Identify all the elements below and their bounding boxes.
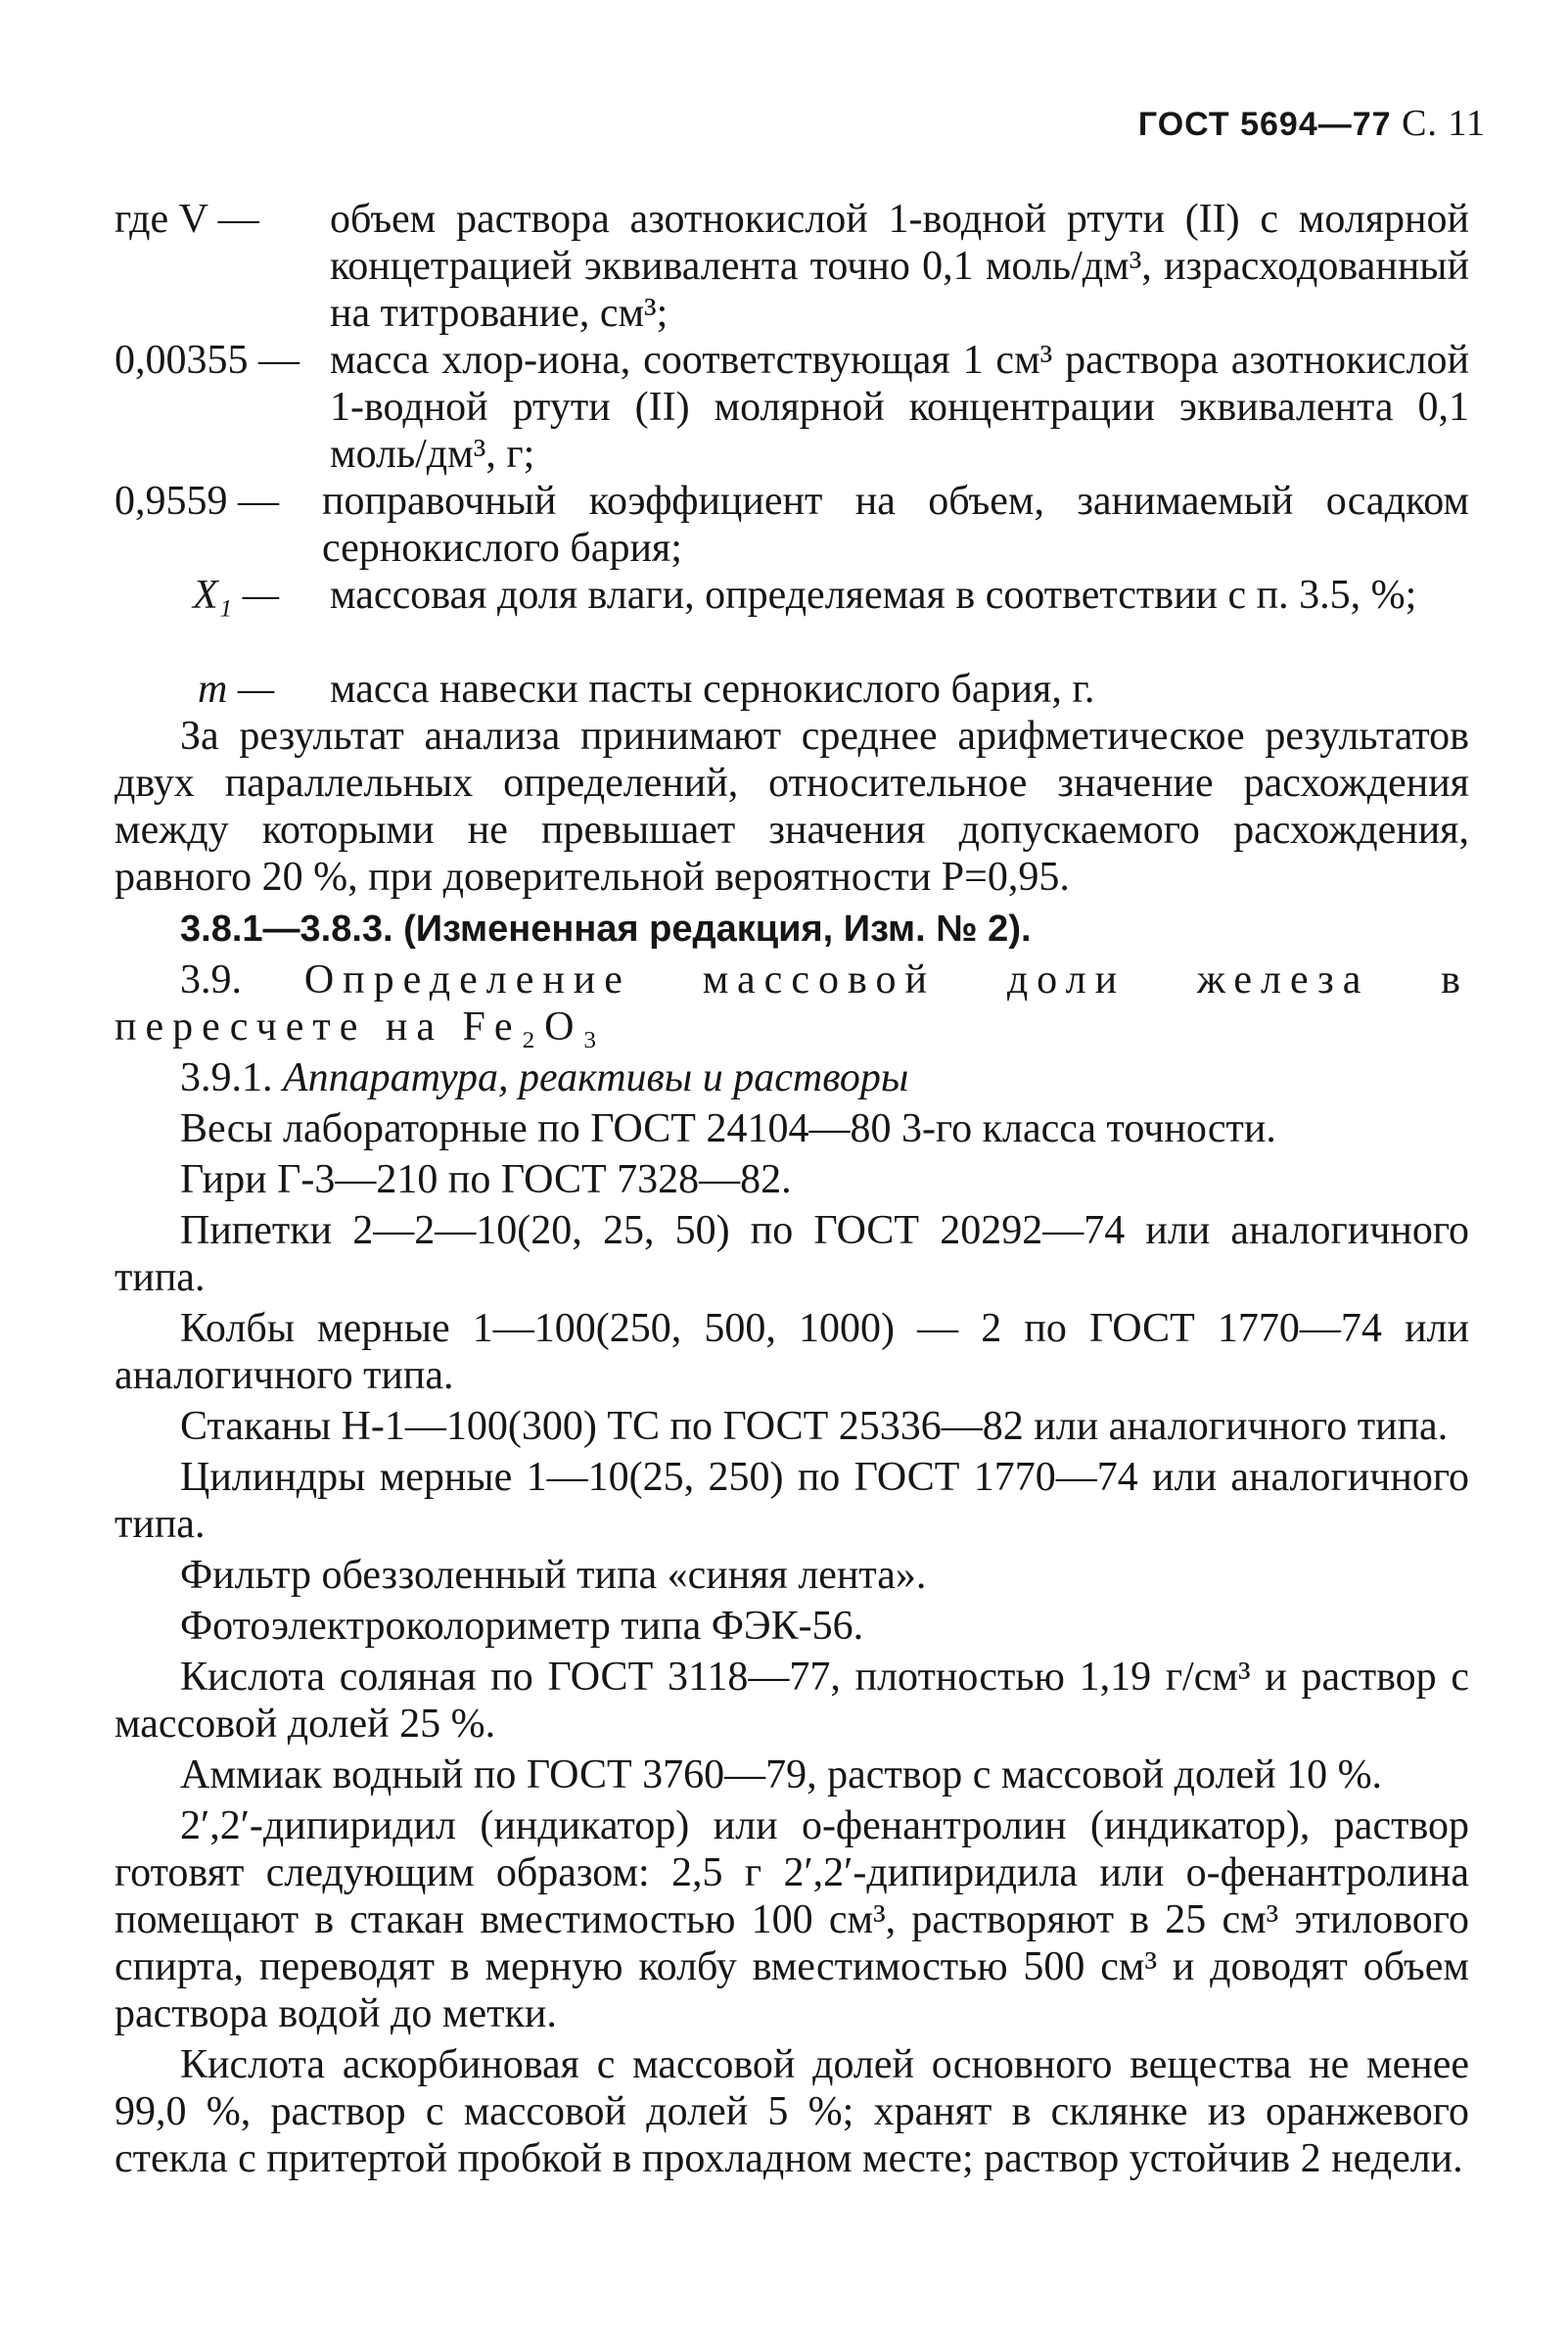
list-item: Кислота соляная по ГОСТ 3118—77, плотностью 1,19 г/см³ и раствор с массовой долей 25 %. xyxy=(115,1655,1469,1747)
subsection-title: Аппаратура, реактивы и растворы xyxy=(283,1055,909,1100)
main-text xyxy=(115,713,1469,2182)
definition-text: поправочный коэффициент на объем, занимаемый осадком сернокислого бария; xyxy=(322,479,1469,571)
page-header xyxy=(1138,102,1486,145)
definition-text: масса навески пасты сернокислого бария, г. xyxy=(330,667,1095,712)
list-item: Колбы мерные 1—100(250, 500, 1000) — 2 по ГОСТ 1770—74 или аналогичного типа. xyxy=(115,1306,1469,1398)
list-item: Цилиндры мерные 1—10(25, 250) по ГОСТ 1770—74 или аналогичного типа. xyxy=(115,1455,1469,1547)
section-title: Определение массовой доли железа в пересчете на Fe₂O₃ xyxy=(115,957,1470,1050)
list-item: Аммиак водный по ГОСТ 3760—79, раствор с массовой долей 10 %. xyxy=(180,1752,1383,1797)
definition-term: где V — xyxy=(115,197,259,242)
definition-text: масса хлор-иона, соответствующая 1 см³ раствора азотнокислой 1-водной ртути (II) молярной концентрации эквивалента 0,1 моль/дм³, г; xyxy=(330,338,1469,477)
amendment-note: 3.8.1—3.8.3. (Измененная редакция, Изм. № 2). xyxy=(180,909,1032,950)
list-item: Стаканы Н-1—100(300) ТС по ГОСТ 25336—82 или аналогичного типа. xyxy=(180,1404,1449,1449)
list-item: Фотоэлектроколориметр типа ФЭК-56. xyxy=(180,1604,864,1649)
subsection-heading: 3.9.1. Аппаратура, реактивы и растворы xyxy=(180,1055,909,1100)
list-item: Пипетки 2—2—10(20, 25, 50) по ГОСТ 20292—74 или аналогичного типа. xyxy=(115,1208,1469,1300)
definition-text: объем раствора азотнокислой 1-водной ртути (II) с молярной концетрацией эквивалента точно 0,1 моль/дм³, израсходованный на титрование, см³; xyxy=(330,197,1469,336)
list-item: Весы лабораторные по ГОСТ 24104—80 3-го класса точности. xyxy=(180,1106,1276,1151)
definition-term: m — xyxy=(198,667,275,712)
list-item: Кислота аскорбиновая с массовой долей основного вещества не менее 99,0 %, раствор с массовой долей 5 %; хранят в склянке из оранжевого стекла с притертой пробкой в прохладном месте; раствор устойчив 2 недели. xyxy=(115,2042,1469,2181)
standard-number: ГОСТ 5694—77 xyxy=(1137,106,1392,143)
definition-term: 0,00355 — xyxy=(115,338,300,383)
result-paragraph: За результат анализа принимают среднее арифметическое результатов двух параллельных определений, относительное значение расхождения между которыми не превышает значения допускаемого расхождения, равного 20 %, при доверительной вероятности P=0,95. xyxy=(115,714,1469,900)
definition-term: 0,9559 — xyxy=(115,479,279,524)
definition-text: массовая доля влаги, определяемая в соответствии с п. 3.5, %; xyxy=(330,573,1417,618)
list-item: Гири Г-3—210 по ГОСТ 7328—82. xyxy=(180,1157,792,1202)
list-item: 2′,2′-дипиридил (индикатор) или о-фенантролин (индикатор), раствор готовят следующим образом: 2,5 г 2′,2′-дипиридила или о-фенантролина помещают в стакан вместимостью 100 см³, растворяют в 25 см³ этилового спирта, переводят в мерную колбу вместимостью 500 см³ и доводят объем раствора водой до метки. xyxy=(115,1803,1469,2036)
list-item: Фильтр обеззоленный типа «синяя лента». xyxy=(180,1553,927,1598)
definition-term: X₁ — xyxy=(193,573,280,618)
section-heading: 3.9. Определение массовой доли железа в пересчете на Fe₂O₃ xyxy=(115,957,1470,1050)
page-number: С. 11 xyxy=(1402,103,1486,144)
